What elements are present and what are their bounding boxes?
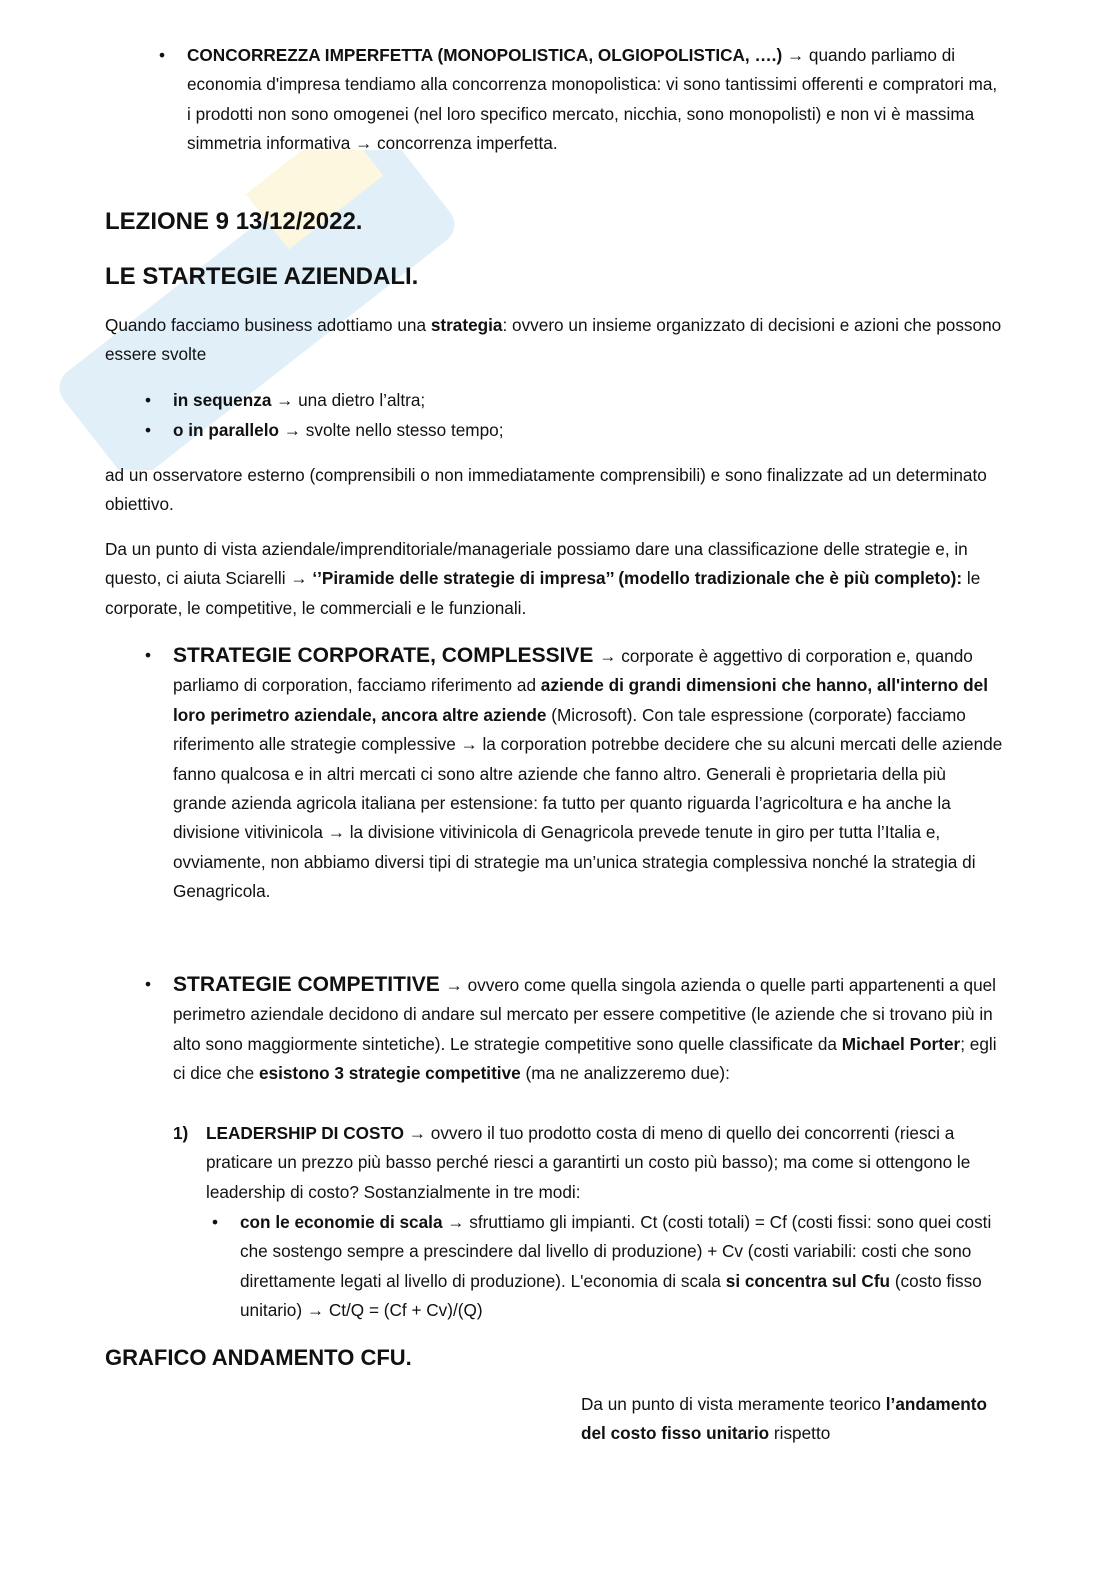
text-run: Da un punto di vista meramente teorico — [581, 1394, 886, 1414]
paragraph-text — [105, 311, 1004, 370]
text-run: (ma ne analizzeremo due): — [520, 1063, 730, 1084]
bullet-icon: • — [212, 1212, 219, 1232]
bullet-icon: • — [145, 390, 152, 410]
text-run: (costo fisso unitario) → Ct/Q = (Cf + Cv)/(Q) — [240, 1270, 982, 1321]
bold-text: esistono 3 strategie competitive — [258, 1063, 521, 1084]
list-number: 1) — [173, 1123, 189, 1143]
bullet-in-sequenza — [145, 386, 1004, 415]
paragraph-text — [240, 1208, 1004, 1326]
paragraph-text — [581, 1390, 1006, 1449]
bold-text: o in parallelo — [173, 420, 284, 440]
text-run: : ovvero un insieme organizzato di decisioni e azioni che possono essere svolte — [105, 315, 1002, 365]
bold-text: CONCORREZZA IMPERFETTA (MONOPOLISTICA, OLGIOPOLISTICA, ….) — [187, 45, 787, 65]
bold-text: si concentra sul Cfu — [725, 1270, 891, 1291]
bullet-icon: • — [159, 45, 166, 65]
text-run: (Microsoft). Con tale espressione (corporate) facciamo riferimento alle strategie complessive → la corporation potrebbe decidere che su alcuni mercati delle aziende fanno qualcosa e in altri mercati ci sono altre aziende che fanno altro. Generali è proprietaria della più grande azienda agricola italiana per estensione: fa tutto per quanto riguarda l’agricoltura e ha anche la divisione vitivinicola → la divisione vitivinicola di Genagricola prevede tenute in giro per tutta l’Italia e, ovviamente, non abbiamo diversi tipi di strategie ma un’unica strategia complessiva nonché la strategia di Genagricola. — [173, 704, 1003, 902]
paragraph-text — [105, 535, 1004, 623]
bold-text: LEADERSHIP DI COSTO — [206, 1123, 409, 1143]
text-run: Quando facciamo business adottiamo una — [105, 315, 431, 335]
observer-paragraph — [105, 461, 1004, 520]
bold-text: ‘’Piramide delle strategie di impresa’’ (modello tradizionale che è più completo): — [312, 568, 963, 589]
paragraph-text — [173, 970, 1004, 1089]
bullet-icon: • — [145, 420, 152, 440]
bullet-in-parallelo — [145, 416, 1004, 445]
bullet-strategie-corporate — [145, 641, 1004, 907]
text-run: rispetto — [769, 1423, 831, 1444]
numbered-leadership-di-costo — [173, 1119, 1004, 1207]
bold-text: l’andamento del costo fisso unitario — [581, 1394, 987, 1444]
bold-text: Michael Porter — [841, 1033, 961, 1054]
text-run: ad un osservatore esterno (comprensibili o non immediatamente comprensibili) e sono finalizzate ad un determinato obiettivo. — [105, 465, 987, 515]
bold-text: STRATEGIE COMPETITIVE — [173, 973, 446, 996]
bold-text: in sequenza — [173, 390, 277, 410]
text-run: → una dietro l’altra; — [276, 390, 426, 410]
bullet-strategie-competitive — [145, 970, 1004, 1089]
text-run: → quando parliamo di economia d'impresa tendiamo alla concorrenza monopolistica: vi sono tantissimi offerenti e compratori ma, i prodotti non sono omogenei (nel loro specifico mercato, nicchia, sono monopolisti) e non vi è massima simmetria informativa → concorrenza imperfetta. — [187, 45, 998, 154]
heading-lezione: LEZIONE 9 13/12/2022. — [105, 208, 363, 235]
text-run: Da un punto di vista aziendale/imprenditoriale/manageriale possiamo dare una classificazione delle strategie e, in questo, ci aiuta Sciarelli → — [105, 539, 968, 589]
heading-strategie-aziendali: LE STARTEGIE AZIENDALI. — [105, 263, 419, 290]
text-run: → ovvero il tuo prodotto costa di meno di quello dei concorrenti (riesci a praticare un prezzo più basso perché riesci a garantirti un costo più basso); ma come si ottengono le leadership di costo? Sostanzialmente in tre modi: — [206, 1123, 971, 1202]
bold-text: strategia — [430, 315, 503, 335]
paragraph-text — [173, 641, 1004, 907]
bullet-economie-di-scala — [212, 1208, 1004, 1326]
text-run: le corporate, le competitive, le commerciali e le funzionali. — [105, 568, 981, 618]
bullet-concorrenza-imperfetta — [159, 41, 1004, 159]
paragraph-text — [105, 461, 1004, 520]
paragraph-text — [206, 1119, 1004, 1207]
heading-grafico-cfu: GRAFICO ANDAMENTO CFU. — [105, 1345, 412, 1370]
bullet-icon: • — [145, 974, 152, 994]
bold-text: STRATEGIE CORPORATE, COMPLESSIVE — [173, 644, 600, 667]
paragraph-text — [173, 386, 1004, 415]
classification-paragraph — [105, 535, 1004, 623]
text-run: → corporate è aggettivo di corporation e, quando parliamo di corporation, facciamo riferimento ad — [173, 646, 973, 696]
text-run: → svolte nello stesso tempo; — [283, 420, 504, 440]
paragraph-text — [187, 41, 1004, 159]
bold-text: aziende di grandi dimensioni che hanno, all'interno del loro perimetro aziendale, ancora altre aziende — [173, 675, 988, 725]
theory-paragraph — [581, 1390, 1006, 1449]
bullet-icon: • — [145, 645, 152, 665]
bold-text: con le economie di scala — [240, 1212, 448, 1232]
paragraph-text — [173, 416, 1004, 445]
intro-paragraph — [105, 311, 1004, 370]
text-run: ; egli ci dice che — [173, 1033, 997, 1084]
text-run: → sfruttiamo gli impianti. Ct (costi totali) = Cf (costi fissi: sono quei costi che sostengo sempre a prescindere dal livello di produzione) + Cv (costi variabili: costi che sono direttamente legati al livello di produzione). L'economia di scala — [240, 1212, 992, 1291]
text-run: → ovvero come quella singola azienda o quelle parti appartenenti a quel perimetro aziendale decidono di andare sul mercato per essere competitive (le aziende che si trovano più in alto sono maggiormente sintetiche). Le strategie competitive sono quelle classificate da — [173, 975, 997, 1054]
